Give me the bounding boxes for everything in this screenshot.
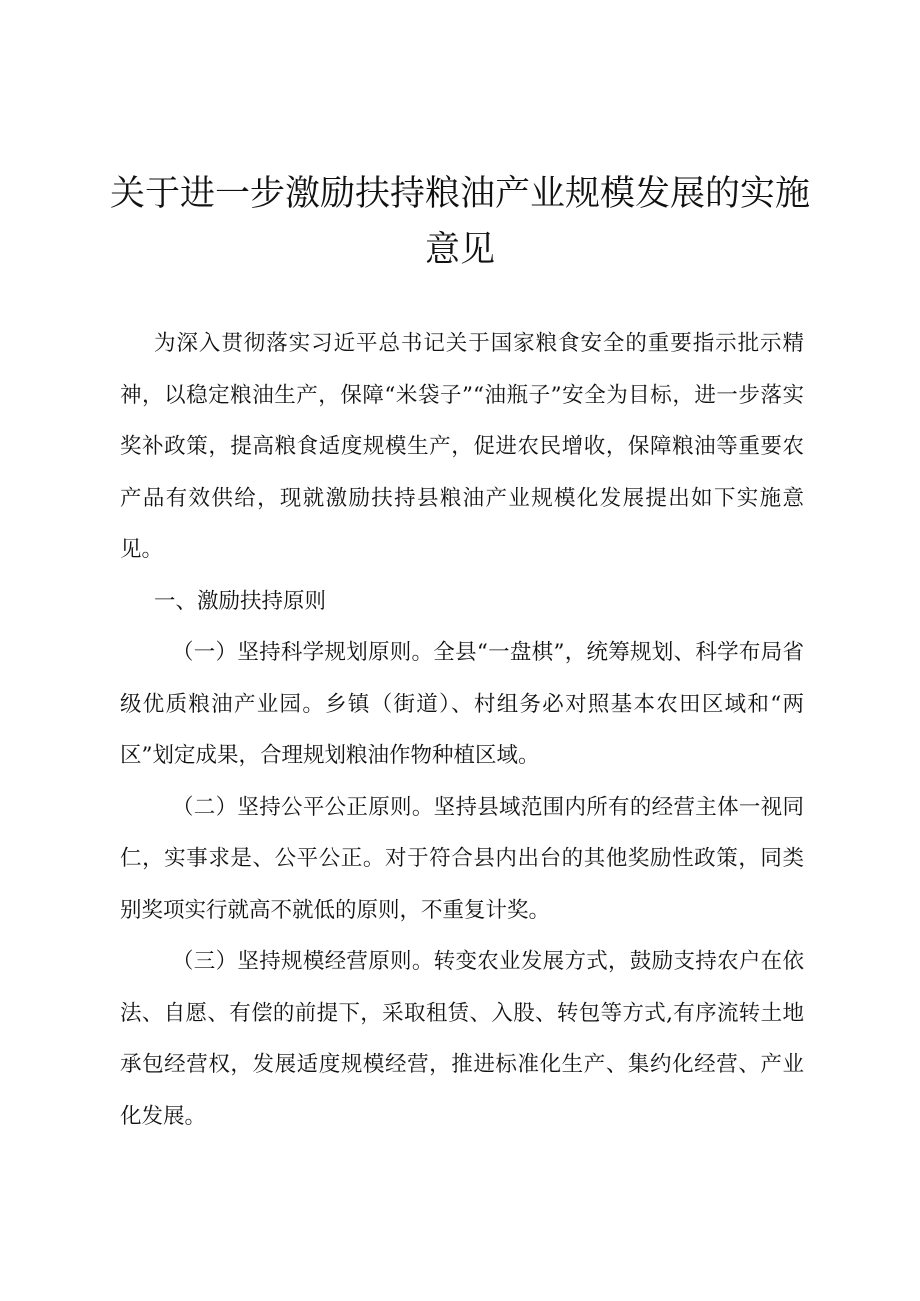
document-title — [110, 166, 810, 278]
title-line-2: 意见 — [424, 230, 495, 270]
principle-paragraph-2: （二）坚持公平公正原则。坚持县域范围内所有的经营主体一视同仁，实事求是、公平公正。对于符合县内出台的其他奖励性政策，同类别奖项实行就高不就低的原则，不重复计奖。 — [120, 794, 804, 923]
principle-paragraph-3: （三）坚持规模经营原则。转变农业发展方式，鼓励支持农户在依法、自愿、有偿的前提下，采取租赁、入股、转包等方式,有序流转土地承包经营权，发展适度规模经营，推进标准化生产、集约化经营、产业化发展。 — [120, 949, 804, 1129]
title-line-1: 关于进一步激励扶持粮油产业规模发展的实施 — [110, 174, 811, 214]
section-heading: 一、激励扶持原则 — [154, 588, 327, 614]
principle-paragraph-1: （一）坚持科学规划原则。全县“一盘棋”，统筹规划、科学布局省级优质粮油产业园。乡镇（街道）、村组务必对照基本农田区域和“两区”划定成果，合理规划粮油作物种植区域。 — [120, 640, 804, 768]
document-body — [120, 318, 804, 1142]
intro-paragraph: 为深入贯彻落实习近平总书记关于国家粮食安全的重要指示批示精神，以稳定粮油生产，保障“米袋子”“油瓶子”安全为目标，进一步落实奖补政策，提高粮食适度规模生产，促进农民增收，保障粮油等重要农产品有效供给，现就激励扶持县粮油产业规模化发展提出如下实施意见。 — [120, 331, 804, 562]
